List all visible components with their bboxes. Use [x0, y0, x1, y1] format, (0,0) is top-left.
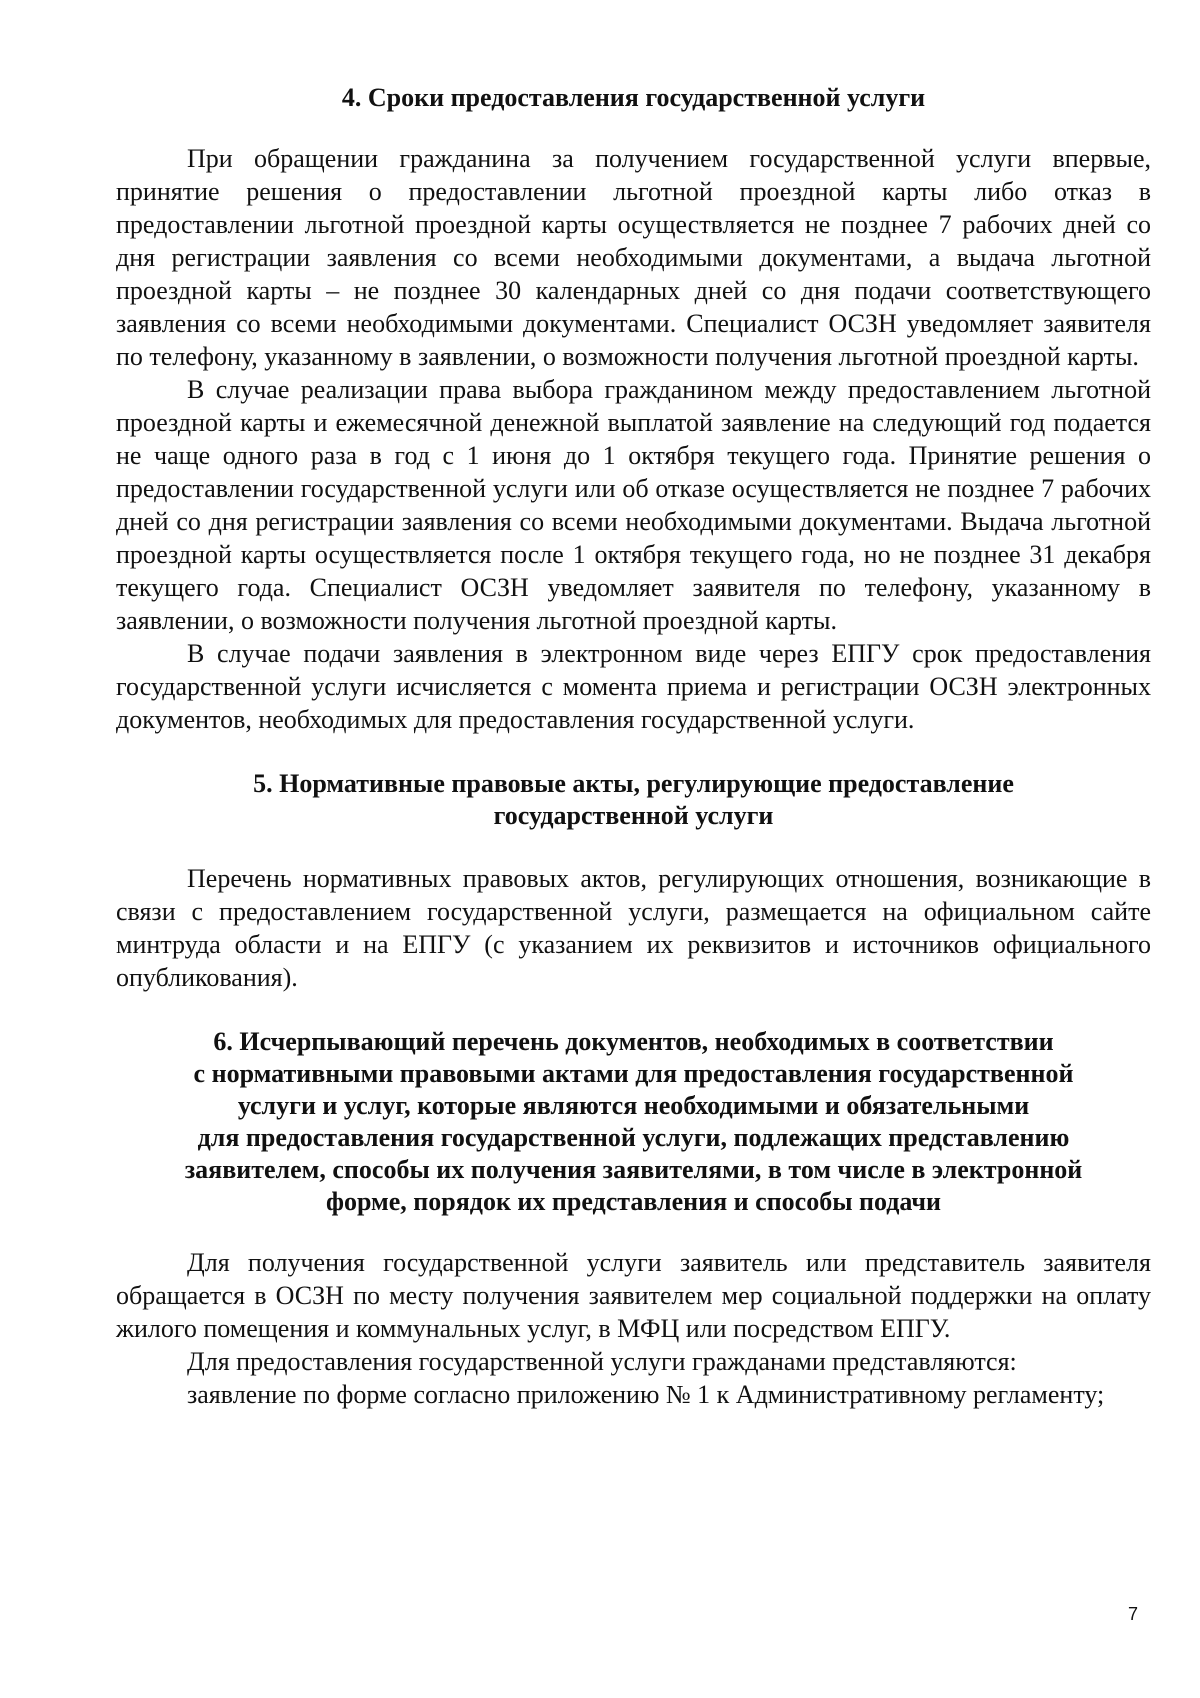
section-6-title-line-3: услуги и услуг, которые являются необходимыми и обязательными: [237, 1091, 1030, 1120]
section-5-title-line-2: государственной услуги: [493, 801, 774, 830]
section-5-title: [116, 768, 1151, 832]
section-5: [116, 768, 1151, 994]
section-4-paragraph-3: В случае подачи заявления в электронном виде через ЕПГУ срок предоставления государственной услуги исчисляется с момента приема и регистрации ОСЗН электронных документов, необходимых для предоставления государственной услуги.: [116, 639, 1151, 734]
section-6-title-line-5: заявителем, способы их получения заявителями, в том числе в электронной: [184, 1155, 1083, 1184]
page-number: 7: [1128, 1604, 1139, 1624]
section-6-paragraph-1: Для получения государственной услуги заявитель или представитель заявителя обращается в ОСЗН по месту получения заявителем мер социальной поддержки на оплату жилого помещения и коммунальных услуг, в МФЦ или посредством ЕПГУ.: [116, 1248, 1151, 1343]
section-5-paragraph-1: Перечень нормативных правовых актов, регулирующих отношения, возникающие в связи с предоставлением государственной услуги, размещается на официальном сайте минтруда области и на ЕПГУ (с указанием их реквизитов и источников официального опубликования).: [116, 864, 1151, 992]
section-6: [116, 1026, 1151, 1411]
section-6-title-line-6: форме, порядок их представления и способы подачи: [325, 1187, 942, 1216]
section-6-title-line-2: с нормативными правовыми актами для предоставления государственной: [193, 1059, 1074, 1088]
section-6-paragraph-3: заявление по форме согласно приложению № 1 к Административному регламенту;: [187, 1380, 1105, 1409]
document-body: [116, 82, 1151, 1411]
section-6-title-line-1: 6. Исчерпывающий перечень документов, необходимых в соответствии: [213, 1027, 1054, 1056]
section-4-paragraph-2: В случае реализации права выбора гражданином между предоставлением льготной проездной карты и ежемесячной денежной выплатой заявление на следующий год подается не чаще одного раза в год с 1 июня до 1 октября текущего года. Принятие решения о предоставлении государственной услуги или об отказе осуществляется не позднее 7 рабочих дней со дня регистрации заявления со всеми необходимыми документами. Выдача льготной проездной карты осуществляется после 1 октября текущего года, но не позднее 31 декабря текущего года. Специалист ОСЗН уведомляет заявителя по телефону, указанному в заявлении, о возможности получения льготной проездной карты.: [116, 375, 1151, 635]
section-6-title: [116, 1026, 1151, 1218]
section-5-title-line-1: 5. Нормативные правовые акты, регулирующие предоставление: [253, 769, 1014, 798]
section-4-title: 4. Сроки предоставления государственной услуги: [341, 83, 926, 112]
section-4-paragraph-1: При обращении гражданина за получением государственной услуги впервые, принятие решения о предоставлении льготной проездной карты либо отказ в предоставлении льготной проездной карты осуществляется не позднее 7 рабочих дней со дня регистрации заявления со всеми необходимыми документами, а выдача льготной проездной карты – не позднее 30 календарных дней со дня подачи соответствующего заявления со всеми необходимыми документами. Специалист ОСЗН уведомляет заявителя по телефону, указанному в заявлении, о возможности получения льготной проездной карты.: [116, 144, 1151, 371]
section-4: [116, 82, 1151, 736]
section-6-title-line-4: для предоставления государственной услуги, подлежащих представлению: [197, 1123, 1070, 1152]
section-6-paragraph-2: Для предоставления государственной услуги гражданами представляются:: [187, 1347, 1017, 1376]
